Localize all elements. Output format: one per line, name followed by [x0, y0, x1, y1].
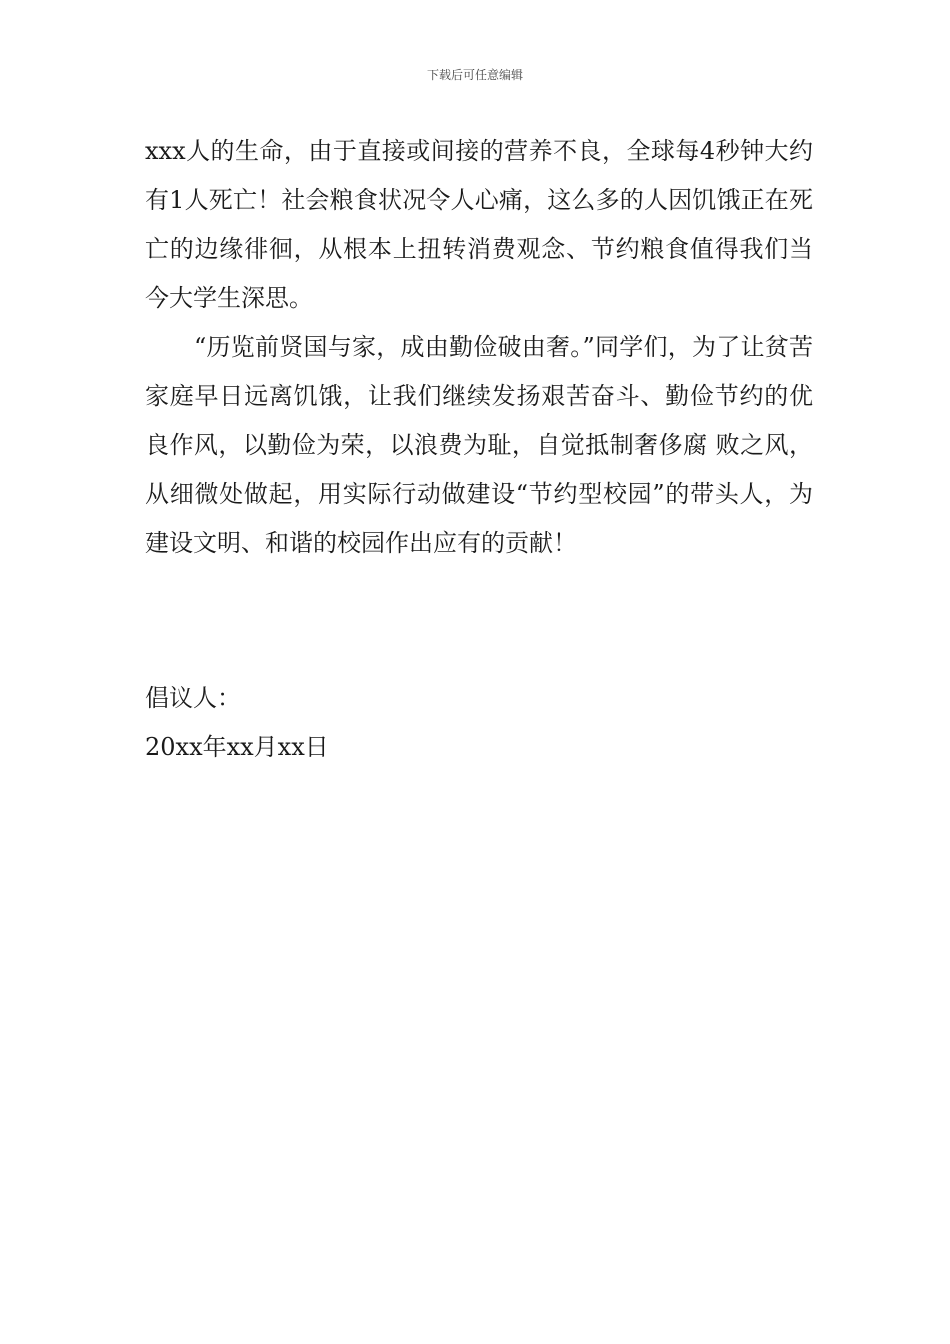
signature-date: 20xx年xx月xx日	[145, 733, 329, 761]
signature-block	[145, 674, 329, 772]
page-header-note: 下载后可任意编辑	[426, 68, 523, 82]
paragraph-frugality-call: “历览前贤国与家，成由勤俭破由奢。”同学们，为了让贫苦家庭早日远离饥饿，让我们继续发扬艰苦奋斗、勤俭节约的优良作风，以勤俭为荣，以浪费为耻，自觉抵制奢侈腐 败之风，从细微处做起，用实际行动做建设“节约型校园”的带头人，为建设文明、和谐的校园作出应有的贡献！	[145, 333, 813, 557]
document-body	[145, 127, 813, 568]
proposer-label: 倡议人：	[145, 684, 241, 712]
paragraph-hunger-statistics: xxx人的生命，由于直接或间接的营养不良，全球每4秒钟大约有1人死亡！社会粮食状况令人心痛，这么多的人因饥饿正在死亡的边缘徘徊，从根本上扭转消费观念、节约粮食值得我们当今大学生深思。	[145, 137, 813, 312]
